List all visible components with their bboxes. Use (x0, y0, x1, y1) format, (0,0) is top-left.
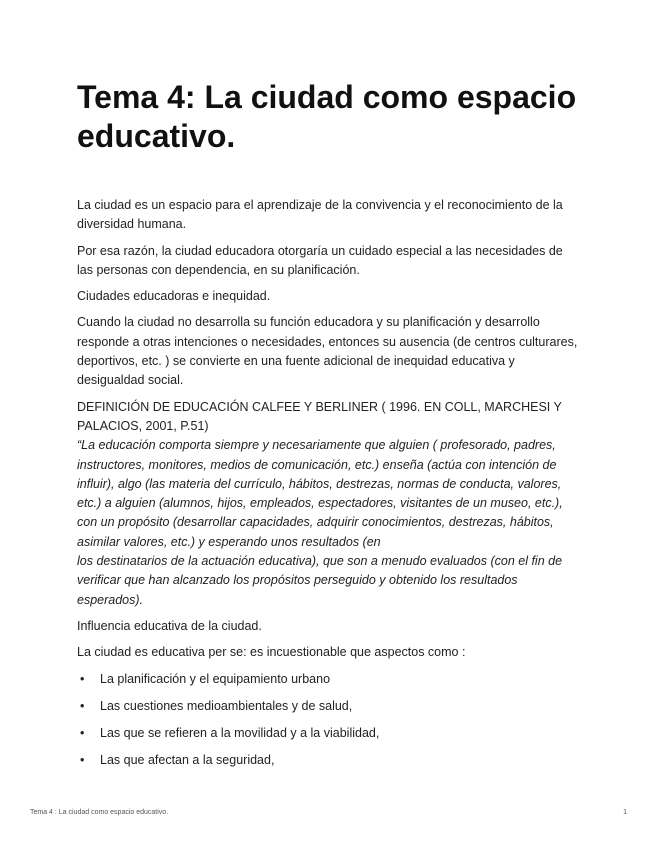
footer-title: Tema 4 : La ciudad como espacio educativo. (30, 809, 169, 816)
bullet-icon: • (80, 698, 85, 713)
bullet-icon: • (80, 752, 85, 767)
paragraph-intro: La ciudad es un espacio para el aprendizaje de la convivencia y el reconocimiento de la diversidad humana. (77, 198, 563, 232)
paragraph-reason: Por esa razón, la ciudad educadora otorgaría un cuidado especial a las necesidades de las personas con dependencia, en su planificación. (77, 243, 563, 277)
section-heading-inequidad: Ciudades educadoras e inequidad. (77, 289, 271, 304)
bullet-icon: • (80, 725, 85, 740)
definition-quote-part1: “La educación comporta siempre y necesariamente que alguien ( profesorado, padres, instructores, monitores, medios de comunicación, etc.) enseña (actúa con intención de influir), algo (las materia del currículo, hábitos, destrezas, normas de conducta, valores, etc.) a alguien (alumnos, hijos, empleados, espectadores, visitantes de un museo, etc.), con un propósito (desarrollar capacidades, adquirir conocimientos, destrezas, hábitos, asimilar valores, etc.) y esperando unos resultados (en (77, 438, 563, 549)
definition-quote-part2: los destinatarios de la actuación educativa), que son a menudo evaluados (con el fin de verificar que han alcanzado los propósitos perseguido y obtenido los resultados esperados). (77, 554, 563, 607)
list-item (80, 724, 579, 743)
definition-heading: DEFINICIÓN DE EDUCACIÓN CALFEE Y BERLINER ( 1996. EN COLL, MARCHESI Y PALACIOS, 2001, P.51) (77, 399, 562, 433)
list-item-text: Las que afectan a la seguridad, (100, 752, 275, 767)
paragraph-inequidad: Cuando la ciudad no desarrolla su función educadora y su planificación y desarrollo responde a otras intenciones o necesidades, entonces su ausencia (de centros culturares, deportivos, etc. ) se convierte en una fuente adicional de inequidad educativa y desigualdad social. (77, 315, 578, 388)
paragraph-per-se: La ciudad es educativa per se: es incuestionable que aspectos como : (77, 645, 466, 660)
bullet-icon: • (80, 671, 85, 686)
page-number: 1 (623, 809, 627, 816)
list-item-text: Las cuestiones medioambientales y de salud, (100, 698, 353, 713)
page-footer (30, 809, 627, 816)
section-heading-influencia: Influencia educativa de la ciudad. (77, 618, 262, 633)
aspects-list (77, 670, 579, 770)
list-item (80, 751, 579, 770)
document-page (77, 78, 579, 778)
page-title: Tema 4: La ciudad como espacio educativo. (77, 79, 577, 154)
list-item (80, 697, 579, 716)
list-item-text: Las que se refieren a la movilidad y a la viabilidad, (100, 725, 380, 740)
list-item (80, 670, 579, 689)
list-item-text: La planificación y el equipamiento urbano (100, 671, 331, 686)
